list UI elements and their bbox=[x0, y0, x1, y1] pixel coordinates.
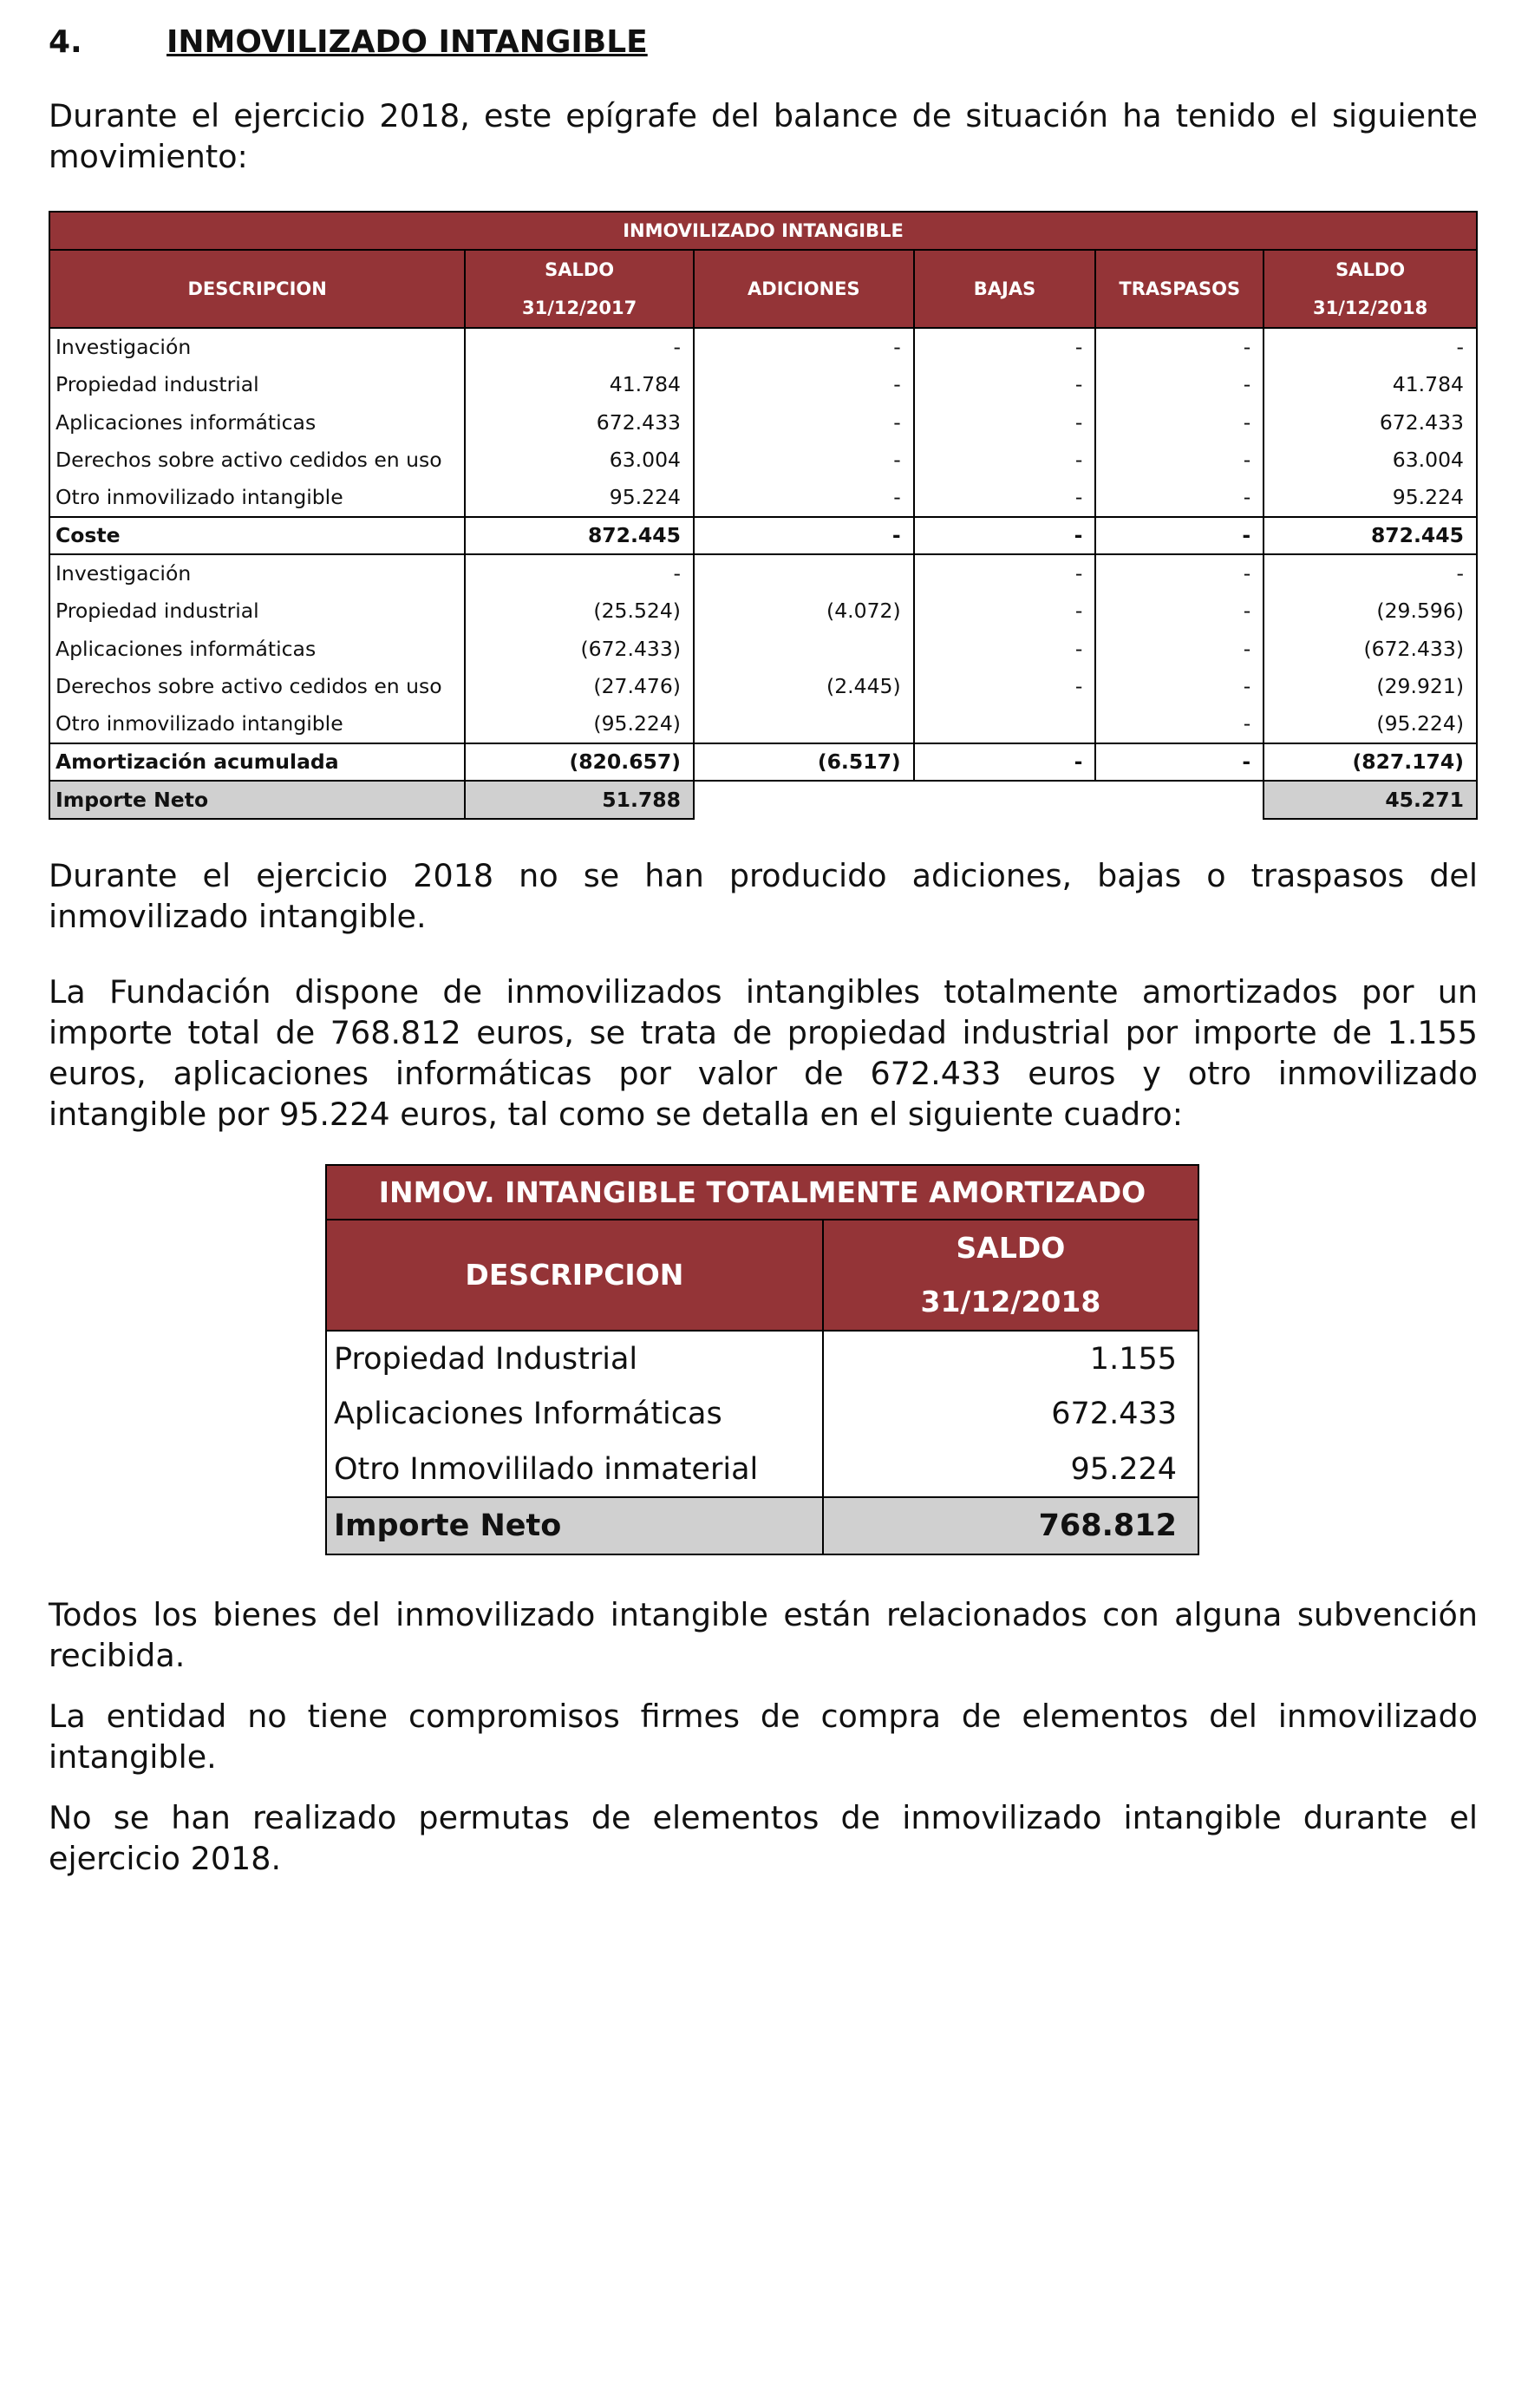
row-value: (4.072) bbox=[694, 592, 914, 631]
table-row bbox=[49, 705, 1477, 743]
table-row bbox=[326, 1331, 1198, 1386]
row-label: Derechos sobre activo cedidos en uso bbox=[49, 442, 465, 480]
table-row bbox=[49, 554, 1477, 592]
row-value: (95.224) bbox=[465, 705, 694, 743]
row-value bbox=[694, 630, 914, 668]
row-value: (95.224) bbox=[1264, 705, 1477, 743]
row-value: - bbox=[694, 479, 914, 517]
row-value: (672.433) bbox=[1264, 630, 1477, 668]
table-row bbox=[49, 592, 1477, 631]
paragraph-permutas: No se han realizado permutas de elementos de inmovilizado intangible durante el ejercicio 2018. bbox=[49, 1799, 1478, 1877]
table-row bbox=[326, 1386, 1198, 1442]
row-value: - bbox=[1095, 403, 1264, 442]
table-row-total bbox=[49, 743, 1477, 782]
row-value: - bbox=[1095, 592, 1264, 631]
section-number: 4. bbox=[49, 24, 82, 60]
table2-title: INMOV. INTANGIBLE TOTALMENTE AMORTIZADO bbox=[326, 1165, 1198, 1220]
row-value: - bbox=[914, 554, 1096, 592]
row-value: 63.004 bbox=[1264, 442, 1477, 480]
row-value: - bbox=[1095, 442, 1264, 480]
total-value: - bbox=[1095, 743, 1264, 782]
row-value: - bbox=[914, 366, 1096, 404]
total-label: Coste bbox=[49, 517, 465, 555]
row-label: Investigación bbox=[49, 328, 465, 366]
row-label: Otro Inmovililado inmaterial bbox=[326, 1442, 823, 1497]
row-value: - bbox=[1095, 479, 1264, 517]
row-value: (672.433) bbox=[465, 630, 694, 668]
row-value: - bbox=[1095, 328, 1264, 366]
row-value bbox=[694, 705, 914, 743]
row-label: Otro inmovilizado intangible bbox=[49, 479, 465, 517]
table-row-total bbox=[49, 517, 1477, 555]
row-value bbox=[694, 554, 914, 592]
total-value: (820.657) bbox=[465, 743, 694, 782]
table2-row-net bbox=[326, 1497, 1198, 1554]
col-header-traspasos: TRASPASOS bbox=[1095, 250, 1264, 328]
row-value: (2.445) bbox=[694, 668, 914, 706]
row-value: - bbox=[914, 630, 1096, 668]
table2-col-descripcion: DESCRIPCION bbox=[326, 1220, 823, 1331]
total-value: 872.445 bbox=[1264, 517, 1477, 555]
row-value: - bbox=[694, 442, 914, 480]
row-value: 672.433 bbox=[823, 1386, 1198, 1442]
row-value: - bbox=[914, 479, 1096, 517]
row-value: - bbox=[1095, 668, 1264, 706]
row-label: Derechos sobre activo cedidos en uso bbox=[49, 668, 465, 706]
table-row bbox=[49, 442, 1477, 480]
table-row bbox=[49, 403, 1477, 442]
row-value: - bbox=[1095, 630, 1264, 668]
row-value: 63.004 bbox=[465, 442, 694, 480]
row-label: Aplicaciones Informáticas bbox=[326, 1386, 823, 1442]
row-value: - bbox=[465, 554, 694, 592]
row-value: 41.784 bbox=[465, 366, 694, 404]
col-header-descripcion: DESCRIPCION bbox=[49, 250, 465, 328]
row-value bbox=[914, 705, 1096, 743]
row-label: Propiedad industrial bbox=[49, 592, 465, 631]
intangible-movement-table bbox=[49, 211, 1478, 820]
row-value: (25.524) bbox=[465, 592, 694, 631]
row-value: 41.784 bbox=[1264, 366, 1477, 404]
row-value: - bbox=[914, 328, 1096, 366]
col-header-saldo-2017: SALDO 31/12/2017 bbox=[465, 250, 694, 328]
table-title: INMOVILIZADO INTANGIBLE bbox=[49, 212, 1477, 250]
table2-net-value: 768.812 bbox=[823, 1497, 1198, 1554]
row-value: - bbox=[1095, 554, 1264, 592]
col-header-saldo-2018: SALDO 31/12/2018 bbox=[1264, 250, 1477, 328]
row-value: 95.224 bbox=[465, 479, 694, 517]
row-value: (29.596) bbox=[1264, 592, 1477, 631]
row-value: - bbox=[694, 403, 914, 442]
total-label: Amortización acumulada bbox=[49, 743, 465, 782]
row-value: - bbox=[694, 328, 914, 366]
fully-amortized-table bbox=[325, 1164, 1199, 1555]
total-value: - bbox=[1095, 517, 1264, 555]
row-value: 95.224 bbox=[1264, 479, 1477, 517]
table-row bbox=[49, 366, 1477, 404]
col-header-bajas: BAJAS bbox=[914, 250, 1096, 328]
section-title: INMOVILIZADO INTANGIBLE bbox=[167, 24, 648, 60]
row-label: Investigación bbox=[49, 554, 465, 592]
row-label: Otro inmovilizado intangible bbox=[49, 705, 465, 743]
row-value: 672.433 bbox=[465, 403, 694, 442]
row-value: (29.921) bbox=[1264, 668, 1477, 706]
row-label: Aplicaciones informáticas bbox=[49, 403, 465, 442]
total-value: 872.445 bbox=[465, 517, 694, 555]
row-value: - bbox=[694, 366, 914, 404]
row-label: Propiedad industrial bbox=[49, 366, 465, 404]
table2-net-label: Importe Neto bbox=[326, 1497, 823, 1554]
row-value: - bbox=[465, 328, 694, 366]
row-value: - bbox=[914, 403, 1096, 442]
row-value: - bbox=[914, 592, 1096, 631]
table-row bbox=[49, 630, 1477, 668]
net-2018: 45.271 bbox=[1264, 781, 1477, 819]
row-value: (27.476) bbox=[465, 668, 694, 706]
table2-col-saldo: SALDO 31/12/2018 bbox=[823, 1220, 1198, 1331]
row-value: - bbox=[1095, 366, 1264, 404]
total-value: - bbox=[914, 743, 1096, 782]
total-value: - bbox=[694, 517, 914, 555]
net-2017: 51.788 bbox=[465, 781, 694, 819]
total-value: (827.174) bbox=[1264, 743, 1477, 782]
row-label: Aplicaciones informáticas bbox=[49, 630, 465, 668]
table-row bbox=[49, 479, 1477, 517]
section-heading bbox=[49, 24, 648, 60]
paragraph-intro: Durante el ejercicio 2018, este epígrafe del balance de situación ha tenido el siguiente movimiento: bbox=[49, 97, 1478, 175]
paragraph-subsidy: Todos los bienes del inmovilizado intangible están relacionados con alguna subvención recibida. bbox=[49, 1596, 1478, 1674]
row-value: 672.433 bbox=[1264, 403, 1477, 442]
row-label: Propiedad Industrial bbox=[326, 1331, 823, 1386]
table-row bbox=[49, 668, 1477, 706]
row-value: - bbox=[1264, 328, 1477, 366]
total-value: - bbox=[914, 517, 1096, 555]
row-value: - bbox=[1095, 705, 1264, 743]
paragraph-fully-amortized: La Fundación dispone de inmovilizados intangibles totalmente amortizados por un importe total de 768.812 euros, se trata de propiedad industrial por importe de 1.155 euros, aplicaciones informáticas por valor de 672.433 euros y otro inmovilizado intangible por 95.224 euros, tal como se detalla en el siguiente cuadro: bbox=[49, 973, 1478, 1133]
table-row-net bbox=[49, 781, 1477, 819]
paragraph-no-movement: Durante el ejercicio 2018 no se han producido adiciones, bajas o traspasos del inmovilizado intangible. bbox=[49, 857, 1478, 935]
row-value: 95.224 bbox=[823, 1442, 1198, 1497]
net-blank bbox=[694, 781, 1264, 819]
total-value: (6.517) bbox=[694, 743, 914, 782]
table-row bbox=[49, 328, 1477, 366]
row-value: 1.155 bbox=[823, 1331, 1198, 1386]
row-value: - bbox=[914, 668, 1096, 706]
row-value: - bbox=[1264, 554, 1477, 592]
row-value: - bbox=[914, 442, 1096, 480]
col-header-adiciones: ADICIONES bbox=[694, 250, 914, 328]
paragraph-commitments: La entidad no tiene compromisos firmes de compra de elementos del inmovilizado intangible. bbox=[49, 1698, 1478, 1776]
table-row bbox=[326, 1442, 1198, 1497]
net-label: Importe Neto bbox=[49, 781, 465, 819]
